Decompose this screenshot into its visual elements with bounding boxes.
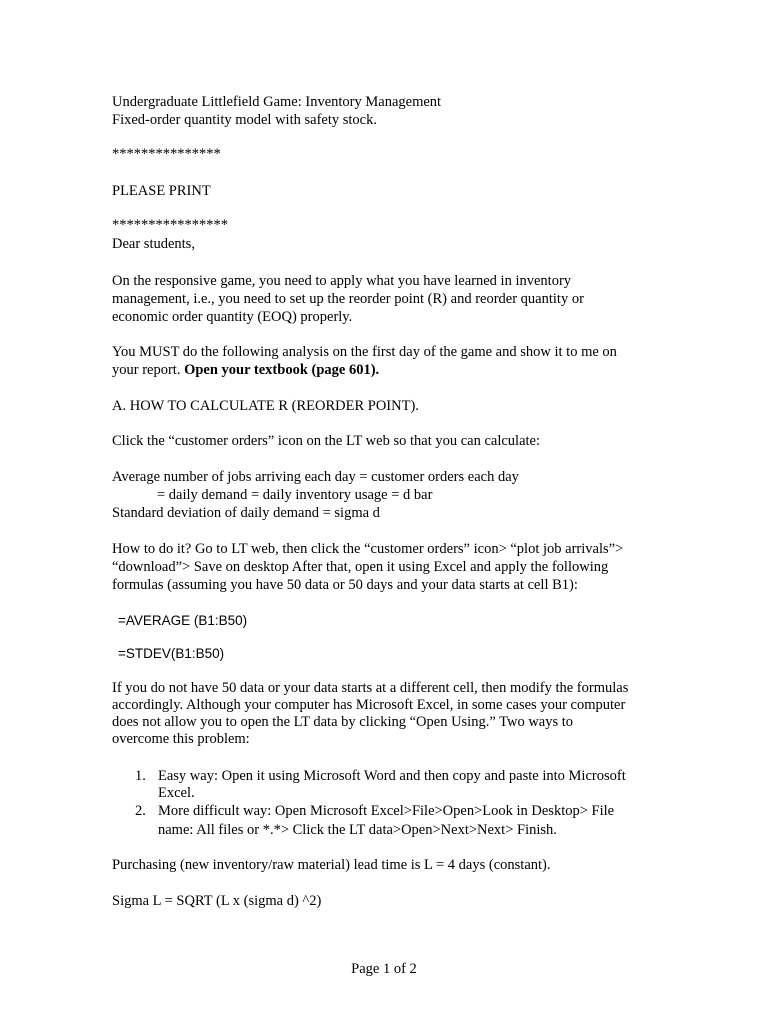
list-item-text: name: All files or *.*> Click the LT data>Open>Next>Next> Finish. (158, 822, 557, 838)
paragraph-line: does not allow you to open the LT data by clicking “Open Using.” Two ways to (112, 714, 574, 730)
asterisk-separator: *************** (112, 146, 221, 162)
lead-time-line: Purchasing (new inventory/raw material) lead time is L = 4 days (constant). (112, 857, 551, 873)
instruction-line: Click the “customer orders” icon on the LT web so that you can calculate: (112, 433, 541, 449)
paragraph-line: If you do not have 50 data or your data starts at a different cell, then modify the formulas (112, 680, 629, 696)
paragraph-line: overcome this problem: (112, 731, 250, 747)
formula-stdev: =STDEV(B1:B50) (118, 646, 225, 661)
greeting: Dear students, (112, 236, 195, 252)
must-line (112, 362, 379, 380)
document-title: Undergraduate Littlefield Game: Inventory Management (112, 94, 442, 110)
asterisk-separator: **************** (112, 217, 228, 233)
howto-line: formulas (assuming you have 50 data or 50 days and your data starts at cell B1): (112, 577, 578, 593)
page-number: Page 1 of 2 (351, 961, 417, 977)
intro-line: management, i.e., you need to set up the reorder point (R) and reorder quantity or (112, 291, 584, 307)
please-print-heading: PLEASE PRINT (112, 183, 211, 199)
intro-line: economic order quantity (EOQ) properly. (112, 309, 353, 325)
must-line-text: your report. (112, 362, 185, 378)
formula-average: =AVERAGE (B1:B50) (118, 613, 248, 628)
definition-line: Standard deviation of daily demand = sigma d (112, 505, 380, 521)
sigma-l-formula: Sigma L = SQRT (L x (sigma d) ^2) (112, 893, 322, 909)
section-a-heading: A. HOW TO CALCULATE R (REORDER POINT). (112, 398, 419, 414)
list-item-number: 2. (135, 803, 146, 819)
document-subtitle: Fixed-order quantity model with safety stock. (112, 112, 377, 128)
paragraph-line: accordingly. Although your computer has Microsoft Excel, in some cases your computer (112, 697, 626, 713)
definition-line: Average number of jobs arriving each day = customer orders each day (112, 469, 519, 485)
howto-line: “download”> Save on desktop After that, open it using Excel and apply the following (112, 559, 609, 575)
textbook-reference: Open your textbook (page 601). (184, 362, 380, 378)
list-item-text: More difficult way: Open Microsoft Excel>File>Open>Look in Desktop> File (158, 803, 615, 819)
list-item-text: Excel. (158, 785, 195, 801)
must-line: You MUST do the following analysis on the first day of the game and show it to me on (112, 344, 617, 360)
definition-line: = daily demand = daily inventory usage = d bar (157, 487, 433, 503)
intro-line: On the responsive game, you need to apply what you have learned in inventory (112, 273, 572, 289)
list-item-number: 1. (135, 768, 146, 784)
list-item-text: Easy way: Open it using Microsoft Word and then copy and paste into Microsoft (158, 768, 626, 784)
howto-line: How to do it? Go to LT web, then click the “customer orders” icon> “plot job arrivals”> (112, 541, 624, 557)
